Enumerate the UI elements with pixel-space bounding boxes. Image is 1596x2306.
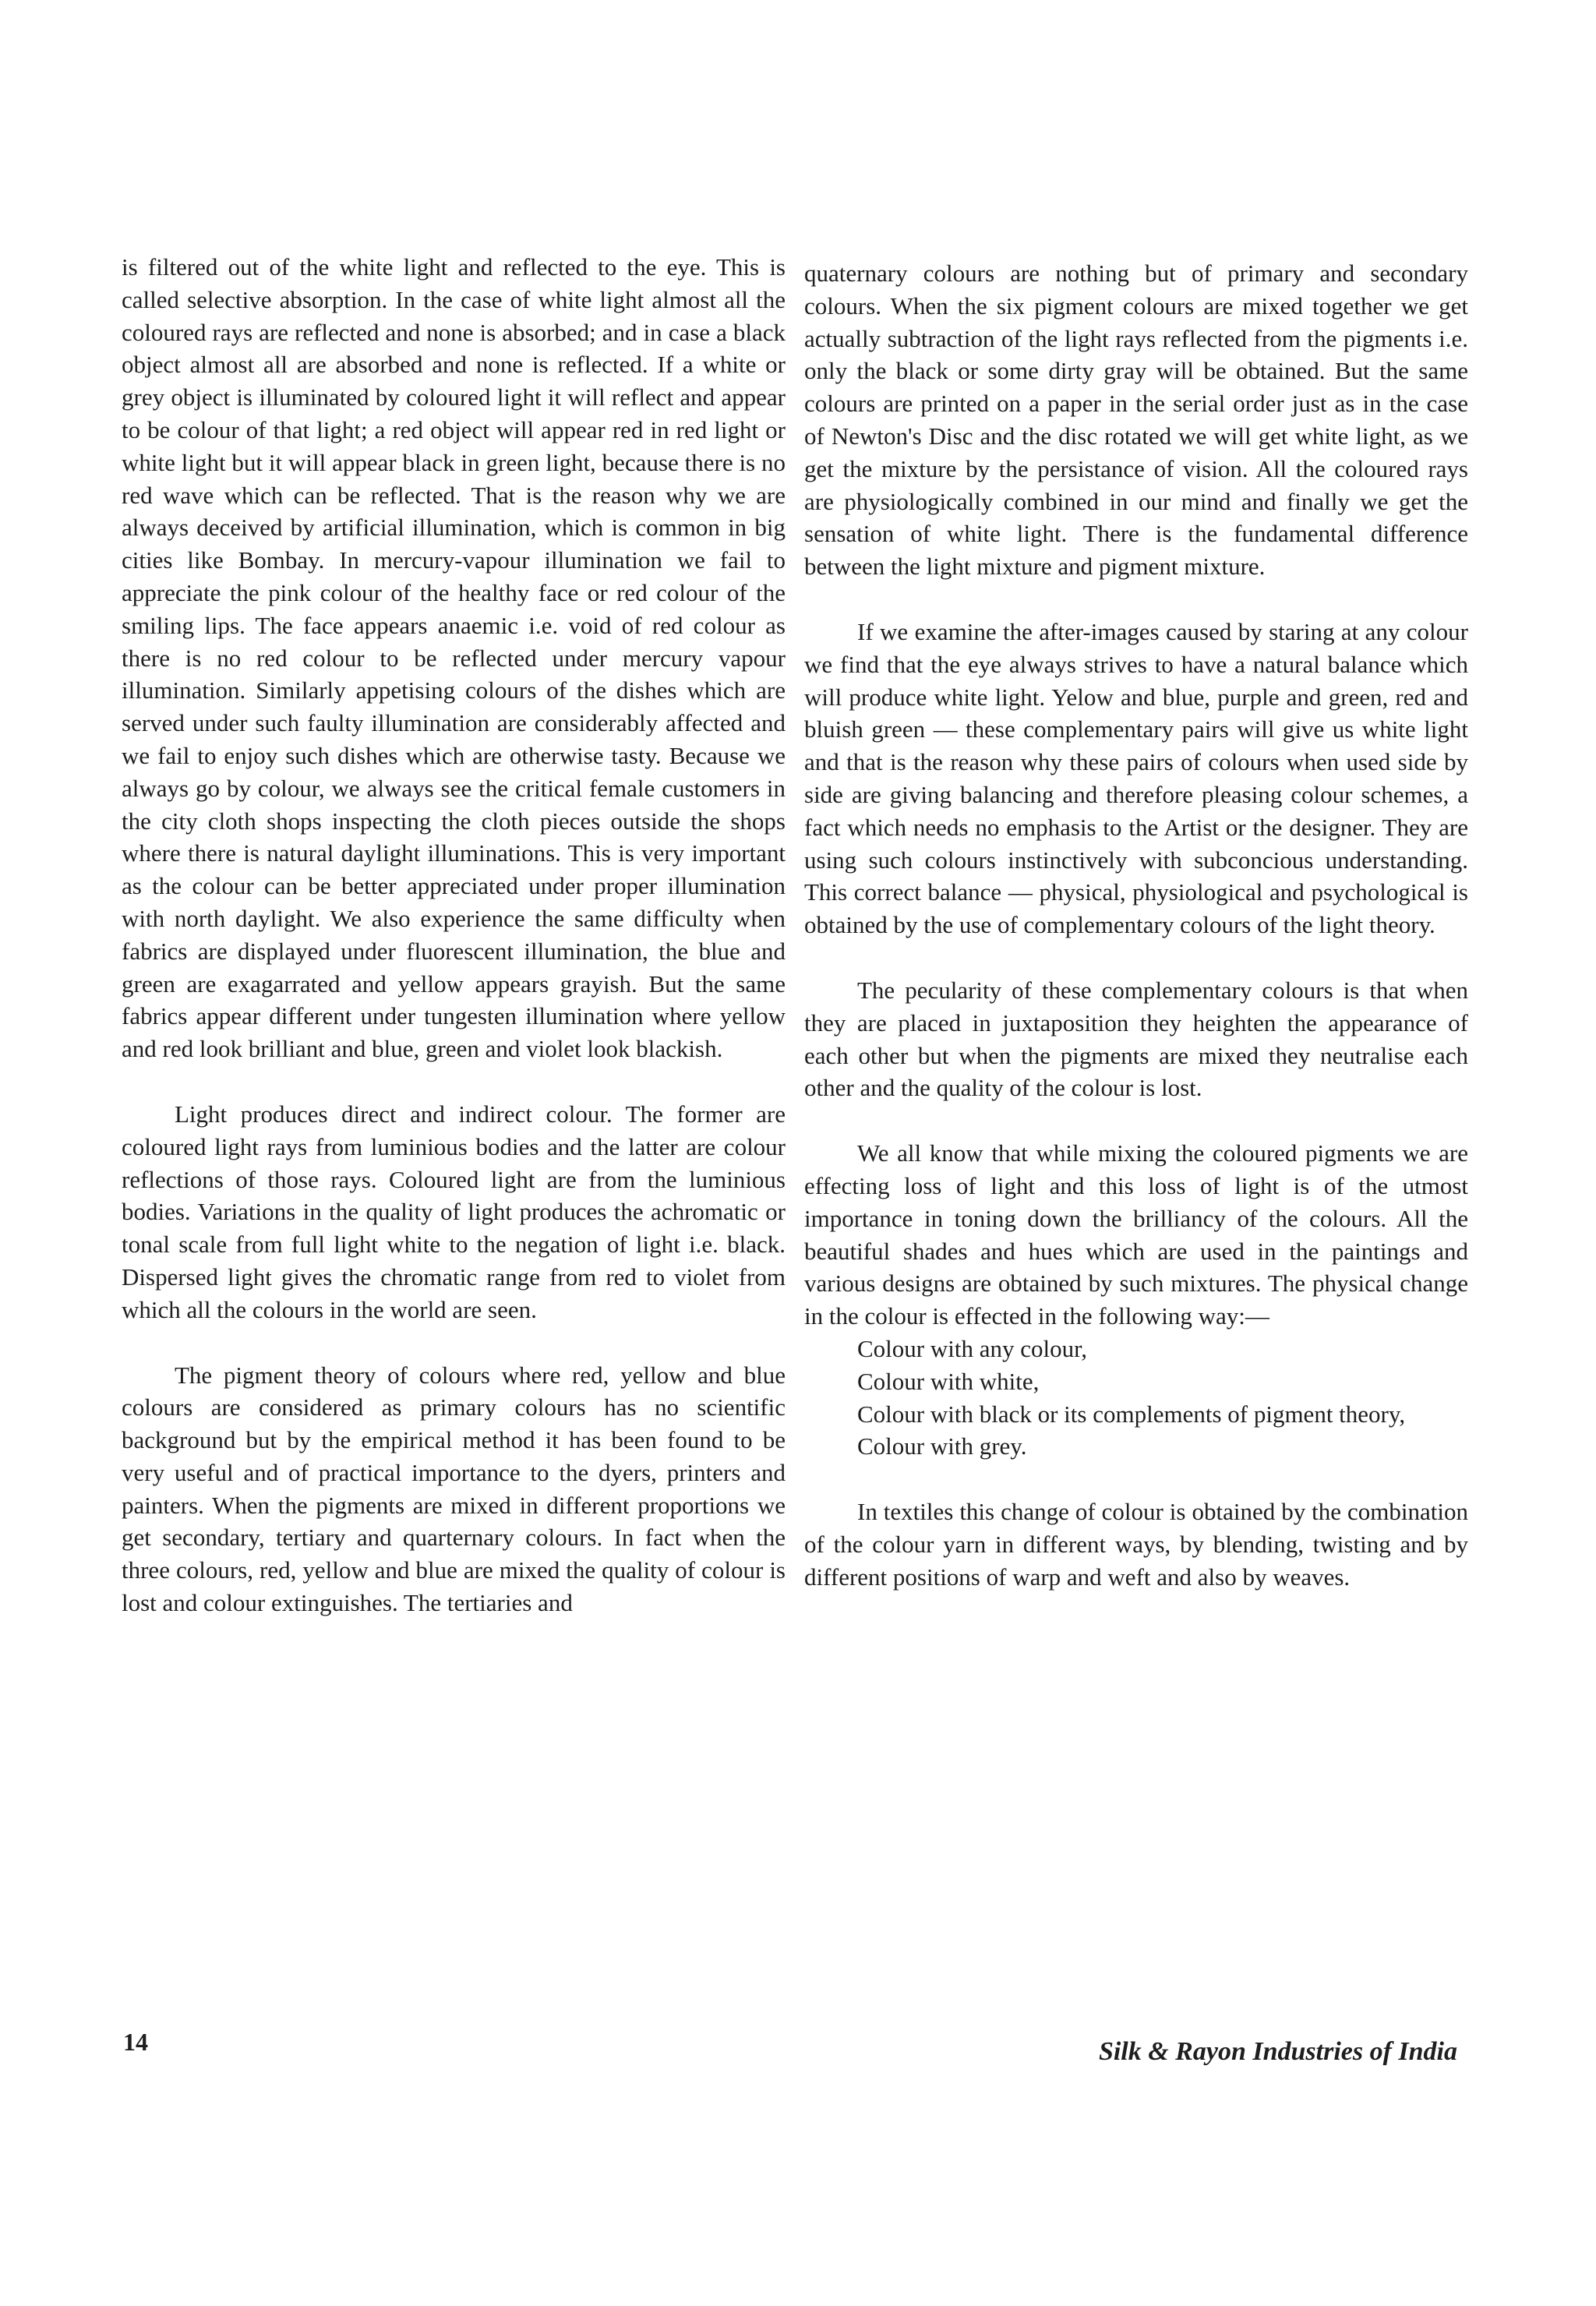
publication-title: Silk & Rayon Industries of India: [1098, 2037, 1457, 2066]
paragraph-quaternary-colours: quaternary colours are nothing but of primary and secondary colours. When the six pigment colours are mixed together we get actually subtraction of the light rays reflected from the pigments i.e. only the black or some dirty gray will be obtained. But the same colours are printed on a paper in the serial order just as in the case of Newton's Disc and the disc rotated we will get white light, as we get the mixture by the persistance of vision. All the coloured rays are physiologically combined in our mind and finally we get the sensation of white light. There is the fundamental difference between the light mixture and pigment mixture.: [804, 260, 1468, 581]
list-item: Colour with any colour,: [857, 1334, 1087, 1362]
left-column: [122, 251, 786, 1619]
list-item: Colour with grey.: [857, 1432, 1027, 1460]
list-item: Colour with white,: [857, 1367, 1040, 1395]
paragraph-selective-absorption: is filtered out of the white light and reflected to the eye. This is called selective absorption. In the case of white light almost all the coloured rays are reflected and none is absorbed; and in case a black object almost all are absorbed and none is reflected. If a white or grey object is illuminated by coloured light it will reflect and appear to be colour of that light; a red object will appear red in red light or white light but it will appear black in green light, because there is no red wave which can be reflected. That is the reason why we are always deceived by artificial illumination, which is common in big cities like Bombay. In mercury-vapour illumination we fail to appreciate the pink colour of the healthy face or red colour of the smiling lips. The face appears anaemic i.e. void of red colour as there is no red colour to be reflected under mercury vapour illumination. Similarly appetising colours of the dishes which are served under such faulty illumination are considerably affected and we fail to enjoy such dishes which are otherwise tasty. Because we always go by colour, we always see the critical female customers in the city cloth shops inspecting the cloth pieces outside the shops where there is natural daylight illuminations. This is very important as the colour can be better appreciated under proper illumination with north daylight. We also experience the same difficulty when fabrics are displayed under fluorescent illumination, the blue and green are exagarrated and yellow appears grayish. But the same fabrics appear different under tungesten illumination where yellow and red look brilliant and blue, green and violet look blackish.: [122, 253, 786, 1063]
paragraph-pigment-theory: The pigment theory of colours where red, yellow and blue colours are considered as primary colours has no scientific background but by the empirical method it has been found to be very useful and of practical importance to the dyers, printers and painters. When the pigments are mixed in different proportions we get secondary, tertiary and quarternary colours. In fact when the three colours, red, yellow and blue are mixed the quality of colour is lost and colour extinguishes. The tertiaries and: [122, 1361, 786, 1617]
paragraph-direct-indirect-colour: Light produces direct and indirect colour. The former are coloured light rays from luminious bodies and the latter are colour reflections of those rays. Coloured light are from the luminious bodies. Variations in the quality of light produces the achromatic or tonal scale from full light white to the negation of light i.e. black. Dispersed light gives the chromatic range from red to violet from which all the colours in the world are seen.: [122, 1100, 786, 1323]
paragraph-complementary-colours: The pecularity of these complementary colours is that when they are placed in juxtaposition they heighten the appearance of each other but when the pigments are mixed they neutralise each other and the quality of the colour is lost.: [804, 976, 1468, 1102]
list-item: Colour with black or its complements of pigment theory,: [857, 1400, 1406, 1428]
paragraph-textiles: In textiles this change of colour is obtained by the combination of the colour yarn in different ways, by blending, twisting and by different positions of warp and weft and also by weaves.: [804, 1498, 1468, 1591]
paragraph-mixing-pigments: We all know that while mixing the coloured pigments we are effecting loss of light and this loss of light is of the utmost importance in toning down the brilliancy of the colours. All the beautiful shades and hues which are used in the paintings and various designs are obtained by such mixtures. The physical change in the colour is effected in the following way:—: [804, 1139, 1468, 1330]
paragraph-after-images: If we examine the after-images caused by staring at any colour we find that the eye always strives to have a natural balance which will produce white light. Yelow and blue, purple and green, red and bluish green — these complementary pairs will give us white light and that is the reason why these pairs of colours when used side by side are giving balancing and therefore pleasing colour schemes, a fact which needs no emphasis to the Artist or the designer. They are using such colours instinctively with subconcious understanding. This correct balance — physical, physiological and psychological is obtained by the use of complementary colours of the light theory.: [804, 617, 1468, 939]
right-column: [804, 257, 1468, 1593]
page-number: 14: [123, 2028, 148, 2056]
